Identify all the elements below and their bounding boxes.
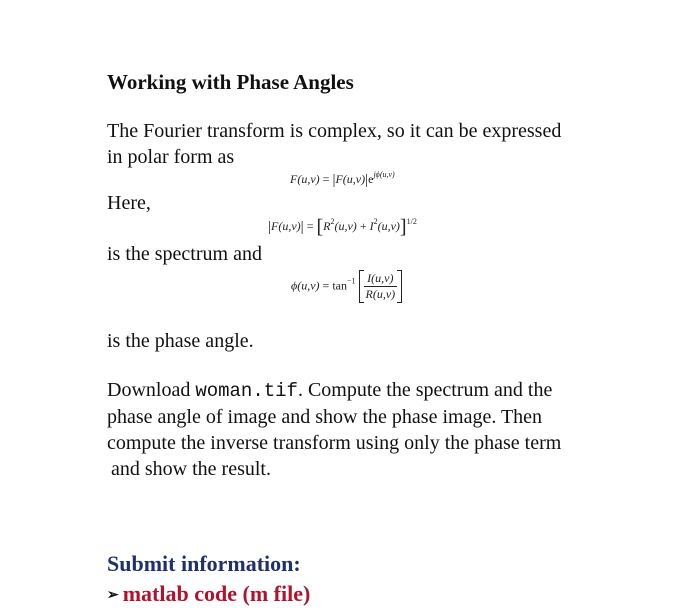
phase-angle-equation bbox=[291, 270, 402, 303]
eq2-i: I bbox=[369, 219, 374, 233]
submit-bullet-item bbox=[107, 581, 310, 607]
eq3-inverse: −1 bbox=[346, 276, 356, 286]
eq3-bracket bbox=[359, 270, 403, 303]
eq2-r-square: 2 bbox=[330, 217, 335, 226]
submit-bullet-text: matlab code (m file) bbox=[122, 581, 311, 606]
eq1-exp-base: e bbox=[368, 172, 374, 186]
eq3-fraction bbox=[364, 271, 398, 302]
polar-form-equation: $F(u,v) = |F(u,v)|e^{j\phi(u,v)}$ bbox=[290, 170, 395, 188]
spectrum-text: is the spectrum and bbox=[107, 243, 262, 265]
download-filename: woman.tif bbox=[195, 380, 298, 402]
eq3-equals: = bbox=[322, 278, 330, 293]
eq2-r: R bbox=[323, 219, 331, 233]
here-label: Here, bbox=[107, 192, 151, 214]
eq3-numerator: I(u,v) bbox=[364, 271, 398, 287]
arrow-bullet-icon: ➢ bbox=[107, 588, 119, 603]
eq1-equals: = bbox=[322, 172, 330, 186]
eq2-lhs: F(u,v) bbox=[271, 219, 301, 233]
eq1-lhs: F(u,v) bbox=[290, 172, 320, 186]
intro-paragraph bbox=[107, 118, 607, 170]
eq2-i-arg: (u,v) bbox=[377, 219, 400, 233]
download-line-1-rest: . Compute the spectrum and the bbox=[297, 379, 553, 401]
eq2-equals: = bbox=[306, 219, 314, 233]
intro-line-2: in polar form as bbox=[107, 146, 235, 168]
download-line-3: compute the inverse transform using only the phase term bbox=[107, 432, 562, 454]
download-line-4: and show the result. bbox=[111, 458, 271, 480]
eq2-power: 1/2 bbox=[406, 217, 417, 226]
download-pre: Download bbox=[107, 379, 196, 401]
spectrum-equation: $|F(u,v)| = [R^2(u,v) + I^2(u,v)]^{1/2}$ bbox=[268, 216, 417, 238]
eq2-plus: + bbox=[359, 219, 367, 233]
phase-text: is the phase angle. bbox=[107, 330, 254, 352]
download-line-2: phase angle of image and show the phase image. Then bbox=[107, 406, 543, 428]
eq2-r-arg: (u,v) bbox=[334, 219, 357, 233]
page-title: Working with Phase Angles bbox=[107, 70, 354, 94]
eq1-exponent: jϕ(u,v) bbox=[373, 170, 395, 179]
download-paragraph bbox=[107, 377, 597, 482]
eq2-i-square: 2 bbox=[373, 217, 378, 226]
intro-line-1: The Fourier transform is complex, so it can be expressed bbox=[107, 120, 562, 142]
eq3-lhs: ϕ(u,v) bbox=[291, 278, 320, 293]
eq3-denominator: R(u,v) bbox=[365, 287, 396, 301]
eq3-function: tan bbox=[332, 278, 347, 293]
eq1-magnitude: F(u,v) bbox=[335, 172, 366, 186]
submit-title: Submit information: bbox=[107, 551, 301, 576]
